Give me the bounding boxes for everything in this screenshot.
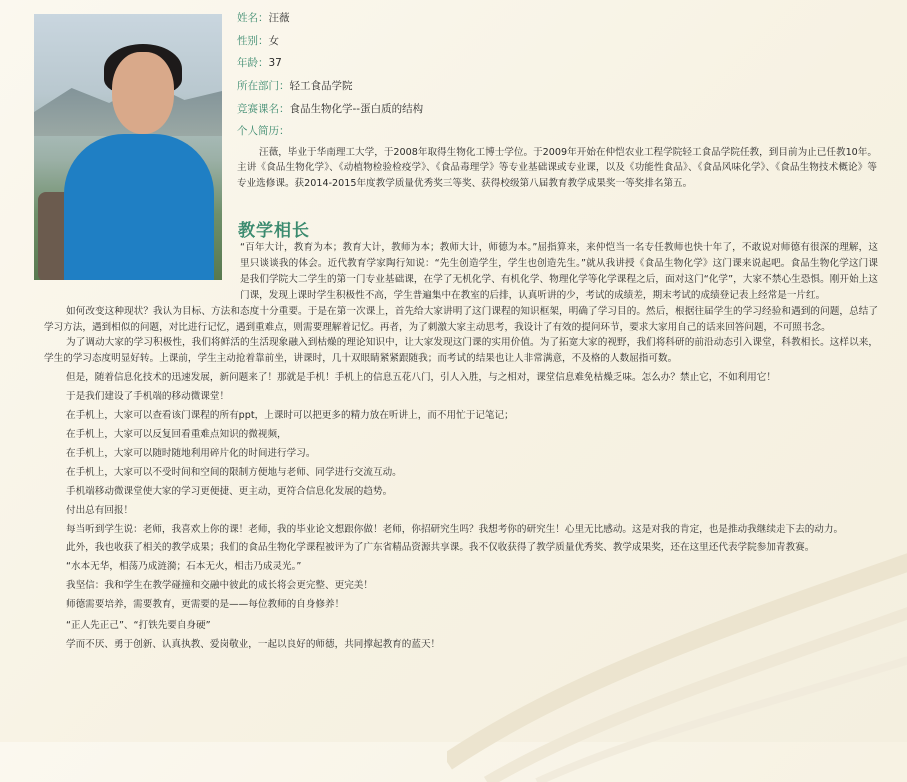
paragraph: 如何改变这种现状？我认为目标、方法和态度十分重要。于是在第一次课上，首先给大家讲明了这门课程的知识框架，明确了学习目的。然后，根据往届学生的学习经验和遇到的问题，总结了学习方法，遇到相似的问题，对比进行记忆，遇到重难点，则需要理解着记忆。再者，为了刺激大家主动思考，我设计了有效的提问环节，要求大家用自己的话来回答问题，不可照书念。 <box>44 305 878 333</box>
age-row <box>237 56 423 79</box>
paragraph: 付出总有回报！ <box>66 504 134 516</box>
bio-text: 汪薇，毕业于华南理工大学，于2008年取得生物化工博士学位。于2009年开始在仲恺农业工程学院轻工食品学院任教，到目前为止已任教10年。主讲《食品生物化学》、《动植物检验检疫学》、《食品毒理学》等专业基础课或专业课，以及《功能性食品》、《食品风味化学》、《食品生物技术概论》等专业选修课。获2014-2015年度教学质量优秀奖三等奖、获得校级第八届教育教学成果奖一等奖排名第五。 <box>237 147 877 189</box>
course-label: 竞赛课名： <box>237 102 290 115</box>
paragraph: 在手机上，大家可以不受时间和空间的限制方便地与老师、同学进行交流互动。 <box>66 466 402 478</box>
gender-value: 女 <box>268 34 279 47</box>
paragraph: 但是，随着信息化技术的迅速发展，新问题来了！那就是手机！手机上的信息五花八门，引人入胜，与之相对，课堂信息难免枯燥乏味。怎么办？禁止它，不如利用它！ <box>66 372 776 384</box>
paragraph: 于是我们建设了手机端的移动微课堂！ <box>66 391 230 403</box>
paragraph: 我坚信：我和学生在教学碰撞和交融中彼此的成长将会更完整、更完美！ <box>66 580 373 592</box>
paragraph: 每当听到学生说：老师，我喜欢上你的课！老师，我的毕业论文想跟你做！老师，你招研究生吗？我想考你的研究生！心里无比感动。这是对我的肯定，也是推动我继续走下去的动力。 <box>66 523 844 535</box>
name-label: 姓名： <box>237 12 269 24</box>
dept-label: 所在部门： <box>237 80 290 93</box>
profile-info <box>237 11 423 147</box>
paragraph: “水本无华，相荡乃成涟漪；石本无火，相击乃成灵光。” <box>66 561 302 573</box>
age-value: 37 <box>268 57 282 70</box>
name-value: 汪薇 <box>268 12 290 24</box>
course-value: 食品生物化学--蛋白质的结构 <box>289 102 424 115</box>
dept-row <box>237 79 423 102</box>
paragraph: 学而不厌、勇于创新、认真执教、爱岗敬业，一起以良好的师德，共同撑起教育的蓝天！ <box>66 638 441 650</box>
paragraph: 在手机上，大家可以随时随地利用碎片化的时间进行学习。 <box>66 447 316 459</box>
paragraph: “正人先正己”、“打铁先要自身硬” <box>66 620 211 632</box>
gender-row <box>237 34 423 57</box>
age-label: 年龄： <box>237 57 269 70</box>
section-title: 教学相长 <box>238 221 310 241</box>
paragraph: 师德需要培养，需要教育，更需要的是——每位教师的自身修养！ <box>66 599 345 611</box>
paragraph: 在手机上，大家可以查看该门课程的所有ppt，上课时可以把更多的精力放在听讲上，而不用忙于记笔记； <box>66 410 514 422</box>
course-row <box>237 102 423 125</box>
essay-body <box>44 240 878 653</box>
gender-label: 性别： <box>237 34 269 47</box>
paragraph: 手机端移动微课堂使大家的学习更便捷、更主动，更符合信息化发展的趋势。 <box>66 485 393 497</box>
paragraph: 为了调动大家的学习积极性，我们将鲜活的生活现象融入到枯燥的理论知识中，让大家发现这门课的实用价值。为了拓宽大家的视野，我们将科研的前沿动态引入课堂，科教相长。这样以来，学生的学习态度明显好转。上课前，学生主动抢着靠前坐，讲课时，几十双眼睛紧紧跟随我；而考试的结果也让人非常满意，不及格的人数屈指可数。 <box>44 337 878 365</box>
paragraph: 此外，我也收获了相关的教学成果；我们的食品生物化学课程被评为了广东省精品资源共享课。我不仅收获得了教学质量优秀奖、教学成果奖，还在这里还代表学院参加青教赛。 <box>66 542 815 554</box>
paragraph: “百年大计，教育为本；教育大计，教师为本；教师大计，师德为本。”屈指算来，来仲恺当一名专任教师也快十年了，不敢说对师德有很深的理解，这里只谈谈我的体会。近代教育学家陶行知说：“先生创造学生，学生也创造先生。”就从我讲授《食品生物化学》这门课来说起吧。食品生物化学这门课是我们学院大二学生的第一门专业基础课，在学了无机化学、有机化学、物理化学等化学课程之后，面对这门“化学”，大家不禁心生恐惧。刚开始上这门课，发现上课时学生积极性不高，学生普遍集中在教室的后排，认真听讲的少，考试的成绩差，期末考试的成绩登记表上经常是一片红。 <box>240 242 878 301</box>
paragraph: 在手机上，大家可以反复回看重难点知识的微视频， <box>66 428 287 440</box>
name-row <box>237 11 423 34</box>
bio-label: 个人简历： <box>237 125 290 138</box>
bio-label-row <box>237 124 423 147</box>
dept-value: 轻工食品学院 <box>289 80 353 93</box>
